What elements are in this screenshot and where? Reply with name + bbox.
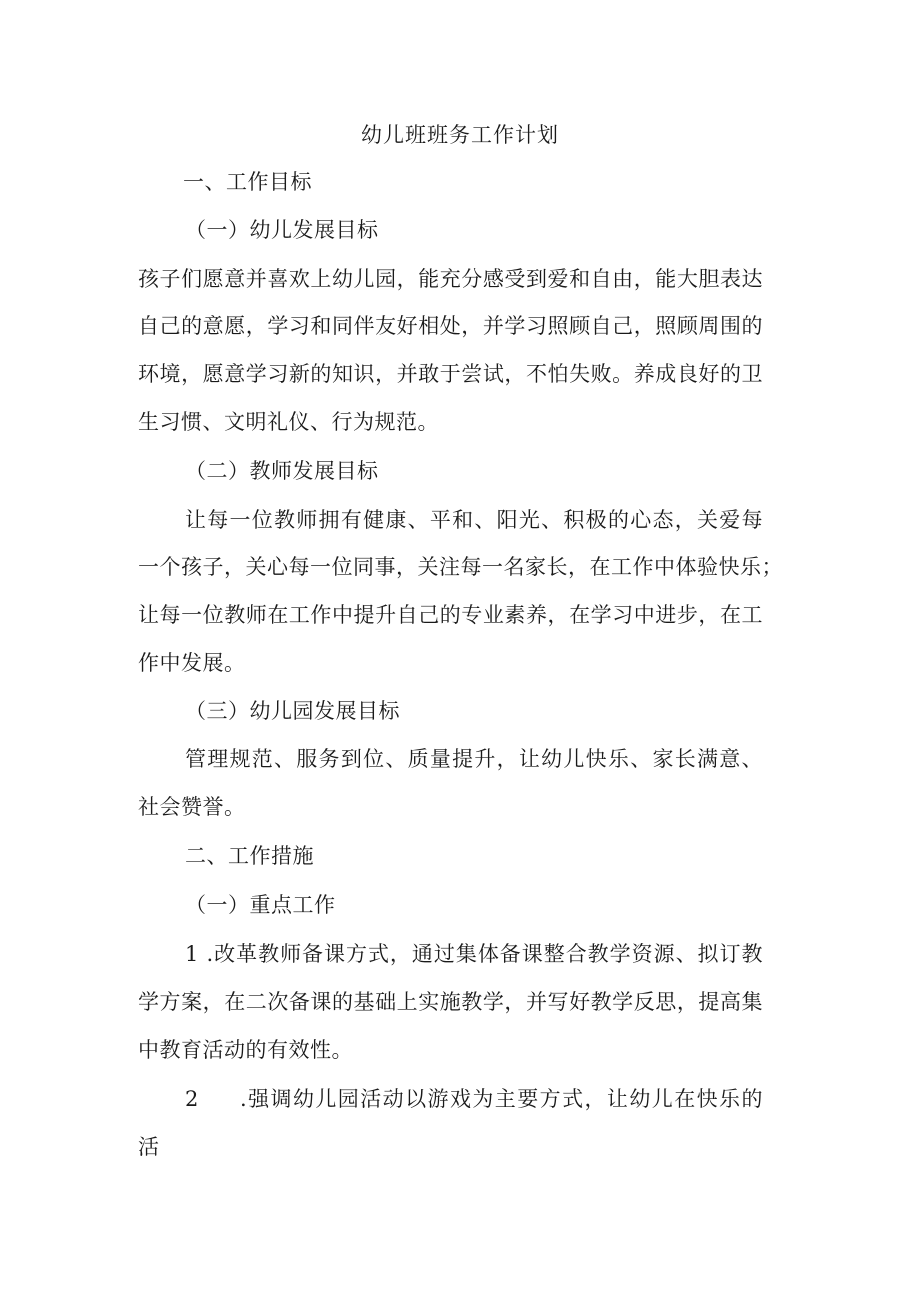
section-heading-goals: 一、工作目标 (183, 170, 312, 194)
paragraph-line: 让每一位教师在工作中提升自己的专业素养，在学习中进步，在工 (138, 603, 763, 627)
subheading-kindergarten-goals: （三）幼儿园发展目标 (185, 699, 400, 723)
paragraph-line: 作中发展。 (138, 651, 246, 675)
paragraph-line: 社会赞誉。 (138, 795, 246, 819)
subheading-child-goals: （一）幼儿发展目标 (185, 218, 379, 242)
section-heading-measures: 二、工作措施 (185, 844, 314, 868)
paragraph-line: 一个孩子，关心每一位同事，关注每一名家长，在工作中体验快乐； (138, 555, 783, 579)
paragraph-line: 自己的意愿，学习和同伴友好相处，并学习照顾自己，照顾周围的 (138, 314, 763, 338)
paragraph-line: 让每一位教师拥有健康、平和、阳光、积极的心态，关爱每 (185, 508, 763, 532)
paragraph-line: 中教育活动的有效性。 (138, 1038, 353, 1062)
paragraph-line: 学方案，在二次备课的基础上实施教学，并写好教学反思，提高集 (138, 990, 763, 1014)
paragraph-line: 环境，愿意学习新的知识，并敢于尝试，不怕失败。养成良好的卫 (138, 362, 763, 386)
paragraph-line: 活 (138, 1135, 160, 1159)
subheading-teacher-goals: （二）教师发展目标 (185, 459, 379, 483)
subheading-key-work: （一）重点工作 (185, 893, 336, 917)
paragraph-line: 孩子们愿意并喜欢上幼儿园，能充分感受到爱和自由，能大胆表达 (138, 267, 763, 291)
paragraph-line: .强调幼儿园活动以游戏为主要方式，让幼儿在快乐的 (240, 1087, 763, 1111)
paragraph-line: 生习惯、文明礼仪、行为规范。 (138, 410, 439, 434)
document-title: 幼儿班班务工作计划 (361, 123, 559, 147)
paragraph-line: 1 .改革教师备课方式，通过集体备课整合教学资源、拟订教 (185, 942, 763, 966)
list-number: 2 (185, 1087, 199, 1111)
paragraph-line: 管理规范、服务到位、质量提升，让幼儿快乐、家长满意、 (185, 747, 763, 771)
